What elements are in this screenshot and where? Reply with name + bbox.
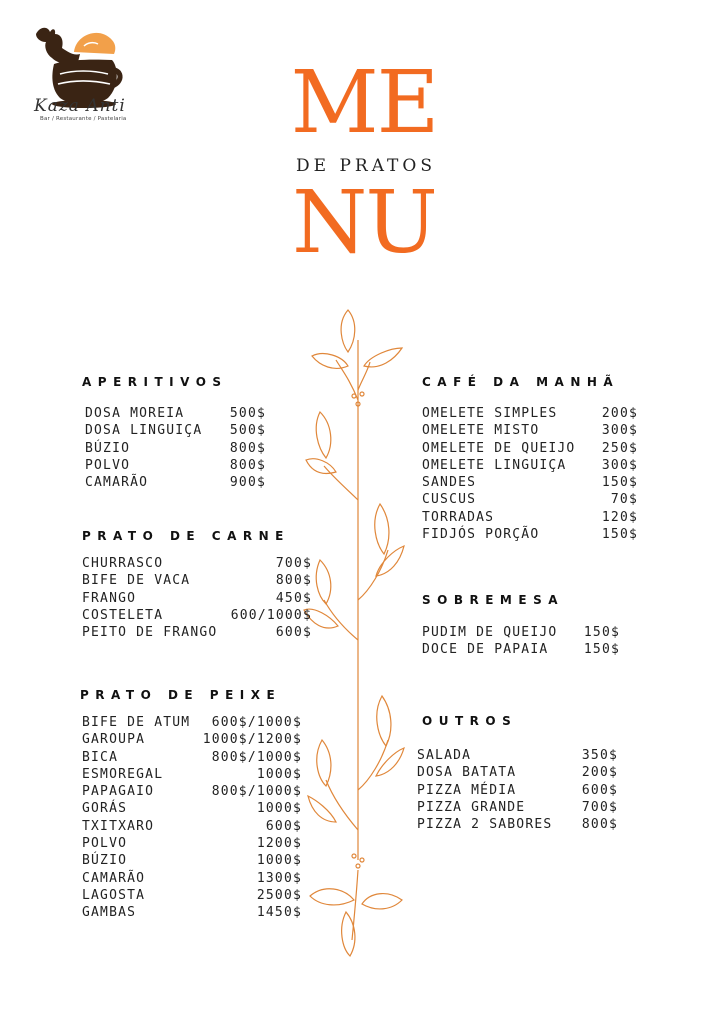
- menu-item: [82, 731, 302, 748]
- menu-item: [82, 590, 312, 607]
- aperitivos-list: [85, 405, 266, 491]
- menu-item-price: 150$: [583, 625, 620, 640]
- menu-item: [82, 714, 302, 731]
- menu-item-name: DOSA MOREIA: [85, 406, 185, 421]
- menu-item-price: 350$: [581, 748, 618, 763]
- cafe-list: [422, 405, 638, 543]
- rooster-icon: [36, 28, 80, 64]
- menu-item: [82, 749, 302, 766]
- menu-item-price: 1450$: [256, 905, 302, 921]
- menu-item-name: OMELETE SIMPLES: [422, 406, 558, 421]
- menu-item-price: 1000$/1200$: [202, 732, 302, 748]
- menu-item-price: 900$: [229, 475, 266, 491]
- section-aperitivos: [82, 375, 228, 389]
- menu-item-price: 800$: [275, 573, 312, 589]
- menu-item-name: CAMARÃO: [82, 870, 146, 886]
- menu-subtitle: DE PRATOS: [296, 156, 436, 176]
- menu-item-price: 2500$: [256, 887, 302, 903]
- menu-item-name: FIDJÓS PORÇÃO: [422, 527, 540, 543]
- outros-list: [417, 747, 618, 833]
- menu-item-name: CUSCUS: [422, 492, 477, 508]
- menu-item-name: PIZZA MÉDIA: [417, 782, 517, 798]
- menu-item: [417, 764, 618, 781]
- menu-item-price: 450$: [275, 590, 312, 606]
- menu-item: [82, 870, 302, 887]
- menu-item-price: 700$: [581, 799, 618, 815]
- menu-item-name: PIZZA GRANDE: [417, 799, 526, 815]
- carne-list: [82, 555, 312, 641]
- menu-item: [82, 607, 312, 624]
- section-title-outros: OUTROS: [422, 714, 518, 728]
- section-title-aperitivos: APERITIVOS: [82, 375, 228, 389]
- menu-item-name: COSTELETA: [82, 607, 164, 623]
- section-title-peixe: PRATO DE PEIXE: [80, 688, 282, 702]
- menu-item-name: PAPAGAIO: [82, 784, 155, 800]
- section-carne: [82, 529, 290, 543]
- menu-item: [422, 457, 638, 474]
- menu-item-price: 1000$: [256, 853, 302, 869]
- menu-item-price: 1000$: [256, 766, 302, 782]
- logo-name: Kaza Anti: [34, 96, 126, 116]
- section-sobremesa: [422, 593, 564, 607]
- menu-item-name: OMELETE MISTO: [422, 423, 540, 439]
- menu-item: [422, 491, 638, 508]
- menu-item-name: BIFE DE VACA: [82, 573, 191, 589]
- menu-item-name: CAMARÃO: [85, 475, 149, 491]
- menu-item: [417, 747, 618, 764]
- menu-item-name: PUDIM DE QUEIJO: [422, 625, 558, 640]
- menu-item-name: FRANGO: [82, 590, 137, 606]
- menu-item: [82, 852, 302, 869]
- menu-item: [422, 509, 638, 526]
- menu-item-name: LAGOSTA: [82, 887, 146, 903]
- menu-title-bottom: NU: [292, 173, 436, 273]
- menu-item-price: 600$: [275, 625, 312, 641]
- menu-item: [422, 641, 620, 658]
- menu-item-name: BICA: [82, 749, 119, 765]
- menu-item: [82, 904, 302, 921]
- menu-item-name: ESMOREGAL: [82, 766, 164, 782]
- menu-item-name: BIFE DE ATUM: [82, 715, 191, 730]
- menu-item: [85, 457, 266, 474]
- menu-item-price: 800$/1000$: [211, 784, 302, 800]
- menu-item-price: 300$: [601, 423, 638, 439]
- menu-item: [417, 782, 618, 799]
- menu-item: [417, 799, 618, 816]
- menu-item: [422, 624, 620, 641]
- menu-item-price: 1200$: [256, 836, 302, 852]
- menu-item-name: GAROUPA: [82, 732, 146, 748]
- menu-item-price: 800$: [229, 440, 266, 456]
- menu-item-price: 70$: [610, 492, 638, 508]
- menu-item-name: BÚZIO: [85, 440, 131, 456]
- menu-item-name: SALADA: [417, 748, 472, 763]
- menu-item: [85, 405, 266, 422]
- menu-item: [422, 440, 638, 457]
- section-title-cafe: CAFÉ DA MANHÃ: [422, 375, 620, 389]
- menu-item-name: POLVO: [85, 457, 131, 473]
- menu-item-name: DOSA LINGUIÇA: [85, 423, 203, 439]
- menu-item-price: 1300$: [256, 870, 302, 886]
- menu-item-price: 1000$: [256, 801, 302, 817]
- menu-item: [422, 474, 638, 491]
- menu-item-name: OMELETE LINGUIÇA: [422, 457, 567, 473]
- menu-item-name: PEITO DE FRANGO: [82, 625, 218, 641]
- menu-item-price: 800$: [229, 457, 266, 473]
- menu-item-price: 150$: [583, 642, 620, 658]
- menu-item-price: 600$: [581, 782, 618, 798]
- menu-item-name: TXITXARO: [82, 818, 155, 834]
- menu-item-price: 150$: [601, 475, 638, 491]
- menu-item: [422, 422, 638, 439]
- peixe-list: [82, 714, 302, 922]
- menu-item-price: 600$/1000$: [211, 715, 302, 730]
- menu-item-name: TORRADAS: [422, 509, 495, 525]
- menu-item-name: GAMBAS: [82, 905, 137, 921]
- menu-item-price: 500$: [229, 423, 266, 439]
- menu-item-price: 250$: [601, 440, 638, 456]
- logo-tagline: Bar / Restaurante / Pastelaria: [40, 116, 127, 122]
- menu-item: [85, 422, 266, 439]
- menu-item: [82, 555, 312, 572]
- menu-item-price: 300$: [601, 457, 638, 473]
- menu-item: [82, 818, 302, 835]
- menu-item-price: 800$: [581, 817, 618, 833]
- menu-item-price: 500$: [229, 406, 266, 421]
- menu-item: [82, 572, 312, 589]
- menu-item-price: 700$: [275, 556, 312, 571]
- section-peixe: [80, 688, 281, 702]
- menu-item-price: 600$: [265, 818, 302, 834]
- menu-item: [82, 887, 302, 904]
- menu-item-name: CHURRASCO: [82, 556, 164, 571]
- menu-item: [85, 440, 266, 457]
- menu-item: [417, 816, 618, 833]
- menu-item-name: POLVO: [82, 836, 128, 852]
- menu-item: [82, 783, 302, 800]
- menu-item-name: DOSA BATATA: [417, 765, 517, 781]
- menu-item: [82, 624, 312, 641]
- menu-item-price: 200$: [581, 765, 618, 781]
- menu-item-price: 600/1000$: [230, 607, 312, 623]
- menu-item: [422, 526, 638, 543]
- section-title-carne: PRATO DE CARNE: [82, 529, 290, 543]
- menu-item-name: GORÁS: [82, 801, 128, 817]
- menu-item-name: BÚZIO: [82, 853, 128, 869]
- section-title-sobremesa: SOBREMESA: [422, 593, 564, 607]
- menu-item-price: 150$: [601, 527, 638, 543]
- menu-item-price: 120$: [601, 509, 638, 525]
- menu-item-price: 200$: [601, 406, 638, 421]
- section-cafe: [422, 375, 619, 389]
- menu-item: [82, 766, 302, 783]
- menu-item-price: 800$/1000$: [211, 749, 302, 765]
- menu-item: [422, 405, 638, 422]
- menu-item-name: OMELETE DE QUEIJO: [422, 440, 576, 456]
- menu-item-name: PIZZA 2 SABORES: [417, 817, 553, 833]
- menu-item-name: DOCE DE PAPAIA: [422, 642, 549, 658]
- menu-item-name: SANDES: [422, 475, 477, 491]
- menu-item: [82, 800, 302, 817]
- menu-item: [85, 474, 266, 491]
- menu-title-top: ME: [290, 53, 438, 153]
- menu-item: [82, 835, 302, 852]
- sobremesa-list: [422, 624, 620, 659]
- section-outros: [422, 714, 517, 728]
